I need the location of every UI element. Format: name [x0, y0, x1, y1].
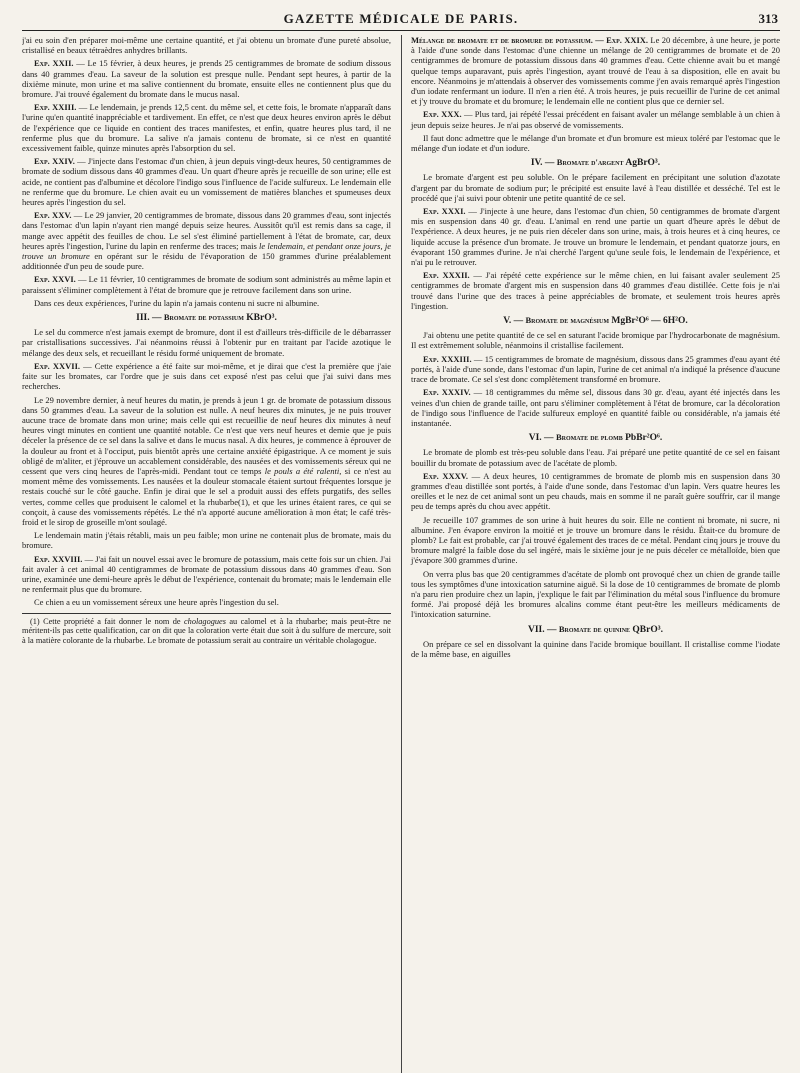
experiment-25	[22, 210, 391, 271]
emphasis-text: le pouls a été ralenti	[264, 465, 340, 476]
section-number: V. —	[503, 316, 526, 327]
experiment-text: — 15 centigrammes de bromate de magnésium, dissous dans 25 grammes d'eau ayant été portés, à l'aide d'une sonde, dans l'estomac d'un lapin, l'urine de cet animal n'a indiqué la présence d'aucune trace de bromate. Ce sel s'est donc complètement transformé en bromure.	[411, 353, 780, 385]
footnote-part: (1) Cette propriété a fait donner le nom de	[30, 616, 184, 626]
paragraph-potassium: Le sel du commerce n'est jamais exempt de bromure, dont il est d'ailleurs très-difficile de le débarrasser par cristallisations successives. J'ai néanmoins réussi à l'obtenir pur en traitant par l'acide azotique le mélange des deux sels, et recueillant le résidu formé uniquement de bromate.	[22, 327, 391, 358]
paragraph-magnesium: J'ai obtenu une petite quantité de ce sel en saturant l'acide bromique par l'hydrocarbonate de magnésium. Il est extrêmement soluble, néanmoins il cristallise facilement.	[411, 330, 780, 351]
footnote-part: au calomel et à la rhubarbe; mais peut-être ne méritent-ils pas cette qualification, car on dit que la coloration verte était due soit à du sulfure de mercure, soit à la matière colorante de la rhubarbe. Le bromate de potassium serait au contraire un véritable cholagogue.	[22, 616, 391, 646]
experiment-text: — A deux heures, 10 centigrammes de bromate de plomb mis en suspension dans 30 grammes d'eau distillée sont portés, à l'aide d'une sonde, dans l'estomac d'un lapin. Vers quatre heures les oreilles et le nez de cet animal sont un peu chauds, mais en somme il ne paraît guère souffrir, car il mange peu de temps après du chou avec appétit.	[411, 470, 780, 512]
chemical-formula: QBrO³.	[630, 624, 663, 635]
emphasis-text: le lendemain, et pendant onze jours, je trouve un bromure	[22, 240, 391, 262]
experiment-text: — Le 29 janvier, 20 centigrammes de bromate, dissous dans 20 grammes d'eau, sont injectés dans l'estomac d'un lapin n'ayant rien mangé depuis seize heures. Aussitôt qu'il est remis dans sa cage, il mange avec appétit des feuilles de chou. Le sel s'est éliminé partiellement à l'état de bromate, car, deux heures après l'ingestion, l'urine du lapin en renferme des traces; mais	[22, 210, 391, 251]
experiment-label: Exp. XXXV.	[423, 470, 468, 481]
experiment-label: Exp. XXXII.	[423, 270, 470, 281]
experiment-27	[22, 361, 391, 392]
experiment-33	[411, 354, 780, 385]
section-number: VII. —	[528, 624, 559, 635]
paragraph-recueille: Je recueille 107 grammes de son urine à huit heures du soir. Elle ne contient ni bromate, ni sucre, ni albumine. J'en évapore environ la moitié et je trouve un bromure dans le résidu. Était-ce du bromure de plomb? Le fait est probable, car j'ai trouvé également des traces de ce métal. Pendant cinq jours je trouve du bromure malgré la faible dose du sel ingéré, mais le sixième jour je ne puis déceler ce métalloïde, bien que j'évapore 300 grammes d'urine.	[411, 514, 780, 566]
experiment-text: — J'injecte à une heure, dans l'estomac d'un chien, 50 centigrammes de bromate d'argent mis en suspension dans 40 gr. d'eau. L'animal en rend une partie un quart d'heure après le début de l'expérience. A deux heures, je ne puis rien déceler dans son urine, mais, à trois heures et à cinq heures, ce liquide accuse la présence d'un bromate. Je trouve un bromure le lendemain, et pendant quatorze jours, en évaporant 150 grammes d'urine. Je n'ai cherché l'argent qu'une seule fois, le lendemain de l'expérience, et n'ai pu le retrouver.	[411, 206, 780, 268]
footnote	[22, 613, 391, 646]
experiment-label: Mélange de bromate et de bromure de potassium. — Exp. XXIX.	[411, 35, 649, 45]
experiment-35	[411, 471, 780, 512]
experiment-text: — Cette expérience a été faite sur moi-même, et je dirai que c'est la première que j'aie faite sur les bromates, car l'ordre que je suis dans cet exposé n'est pas celui que j'ai suivi dans mes recherches.	[22, 360, 391, 392]
section-heading-plomb	[411, 432, 780, 443]
experiment-label: Exp. XXV.	[34, 210, 72, 221]
experiment-text: — Plus tard, jai répété l'essai précédent en faisant avaler un mélange semblable à un chien à jeun depuis seize heures. Je n'ai pas observé de vomissements.	[411, 109, 780, 130]
chemical-formula: MgBr²O⁶ — 6H²O.	[609, 316, 688, 327]
paragraph-chien: Ce chien a eu un vomissement séreux une heure après l'ingestion du sel.	[34, 597, 279, 608]
text-columns	[22, 35, 780, 1073]
paragraph-argent: Le bromate d'argent est peu soluble. On le prépare facilement en précipitant une solution d'azotate d'argent par du bromate de sodium pur; le précipité est ensuite lavé à l'eau distillée et desséché. Tel est le procédé que j'ai suivi pour obtenir une petite quantité de ce sel.	[411, 172, 780, 203]
experiment-text: — Le lendemain, je prends 12,5 cent. du même sel, et cette fois, le bromate n'apparaît dans l'urine qu'en quantité inappréciable et tardivement. En effet, ce n'est que deux heures environ après le début de l'expérience que ce liquide en contient des traces manifestes, et enfin, quatre heures plus tard, il ne renferme plus que du bromure. La salive n'a jamais contenu de bromate, si ce n'est en quantité excessivement faible, quinze minutes après l'absorption du sel.	[22, 102, 391, 154]
section-heading-quinine	[411, 624, 780, 635]
experiment-text: , si ce n'est au moment même des vomissements. Les nausées et la douleur stomacale étaient surtout fréquentes lorsque je restais couché sur le côté gauche. Enfin je dirai que le sel a produit aussi des effets purgatifs, des selles vertes, comme celles que produisent le calomel et la rhubarbe(1), et que les urines étaient rares, ce qui se conçoit, à cause des vomissements répétés. Le thé n'a apporté aucune amélioration à mon état; le café très-froid et le sirop de groseille m'ont soulagé.	[22, 465, 391, 527]
experiment-28	[22, 554, 391, 595]
section-heading-magnesium	[411, 315, 780, 326]
experiment-text: en opérant sur le résidu de l'évaporation de 150 grammes d'urine préalablement additionnée d'un peu de soude pure.	[22, 251, 391, 272]
experiment-30	[411, 109, 780, 129]
section-name: Bromate de quinine	[558, 623, 631, 634]
journal-title: GAZETTE MÉDICALE DE PARIS.	[283, 11, 519, 26]
experiment-23	[22, 102, 391, 153]
section-number: VI. —	[528, 433, 556, 444]
chemical-formula: PbBr²O⁶.	[622, 433, 663, 444]
experiment-22	[22, 58, 391, 99]
experiment-label: Exp. XXIV.	[34, 156, 75, 167]
experiment-31	[411, 206, 780, 267]
emphasis-text: cholagogues	[184, 616, 226, 626]
experiment-label: Exp. XXXIII.	[423, 353, 472, 364]
footnote-text	[22, 617, 391, 646]
experiment-label: Exp. XXVII.	[34, 360, 81, 371]
paragraph-verra: On verra plus bas que 20 centigrammes d'acétate de plomb ont provoqué chez un chien de grande taille tous les symptômes d'une intoxication saturnine aiguë. Si la dose de 10 centigrammes de bromate de plomb n'a paru rien produire chez un lapin, j'explique le fait par l'élimination du métal sous l'influence du bromure formé. J'ai proposé déjà les bromures alcalins comme étant peut-être les meilleurs médicaments de l'intoxication saturnine.	[411, 568, 780, 620]
experiment-text: — J'ai fait un nouvel essai avec le bromure de potassium, mais cette fois sur un chien. J'ai fait avaler à cet animal 40 centigrammes de bromate de potassium dissous dans 40 grammes d'eau. Son urine, examinée une demi-heure après le début de l'expérience, contenait du bromate; mais le lendemain elle ne renfermait plus que du bromure.	[22, 553, 391, 595]
left-column	[22, 35, 391, 1073]
experiment-text: — J'injecte dans l'estomac d'un chien, à jeun depuis vingt-deux heures, 50 centigrammes de bromate de sodium dissous dans 40 grammes d'eau. Un quart d'heure après je recueille de son urine; elle est acide, ne contient pas d'albumine et décolore l'indigo sous l'influence de l'acide sulfureux. Le lendemain elle ne renferme que du bromure. Le chien avait eu un vomissement de matières blanches et spumeuses deux heures après l'ingestion du sel.	[22, 156, 391, 208]
experiment-24	[22, 156, 391, 207]
paragraph-plomb: Le bromate de plomb est très-peu soluble dans l'eau. J'ai préparé une petite quantité de ce sel en faisant bouillir du bromate de potassium avec de l'acétate de plomb.	[411, 447, 780, 468]
experiment-27-end: Le lendemain matin j'étais rétabli, mais un peu faible; mon urine ne contenait plus de bromate, mais du bromure.	[22, 530, 391, 551]
experiment-text: — J'ai répété cette expérience sur le même chien, en lui faisant avaler seulement 25 centigrammes de bromate d'argent mis en suspension dans 40 grammes d'eau distillée. Cette fois je n'ai trouvé dans l'urine que des traces à peine appréciables de bromate, et seulement trois heures après l'ingestion.	[411, 270, 780, 311]
experiment-text: — Le 11 février, 10 centigrammes de bromate de sodium sont administrés au même lapin et paraissent s'éliminer complètement à l'état de bromure que je retrouve facilement dans son urine.	[22, 274, 391, 295]
page-header	[22, 12, 780, 31]
experiment-text: Le 29 novembre dernier, à neuf heures du matin, je prends à jeun 1 gr. de bromate de potassium dissous dans 50 grammes d'eau. La saveur de la solution est nulle. A neuf heures dix minutes, je ne puis trouver aucune trace de bromate dans mon urine; mais celle qui est recueillie de neuf heures dix minutes à neuf heures vingt minutes en contient une quantité notable. Ce n'est que vers neuf heures et demie que je puis déceler la présence de ce sel dans la salive et dans le mucus nasal. A dix heures, je commence à éprouver de la douleur au front et à l'occiput, puis bientôt après une certaine anxiété épigastrique. A ce moment je suis obligé de m'aliter, et j'éprouve un accablement considérable, des nausées et des vomissements séreux qui ne cessent que vers cinq heures de l'après-midi. Pendant tout ce temps	[22, 394, 391, 476]
experiment-29	[411, 35, 780, 106]
chemical-formula: AgBrO³.	[623, 158, 661, 169]
experiment-text: — 18 centigrammes du même sel, dissous dans 30 gr. d'eau, ayant été injectés dans les veines d'un chien de grande taille, ont paru s'éliminer complètement à l'état de bromure, car la décoloration de l'indigo sous l'influence de l'acide sulfureux employé en quantité faible ou considérable, n'a jamais été instantanée.	[411, 387, 780, 428]
experiment-label: Exp. XXII.	[34, 58, 74, 69]
paragraph-conclusion: Dans ces deux expériences, l'urine du lapin n'a jamais contenu ni sucre ni albumine.	[34, 297, 320, 308]
section-name: Bromate de magnésium	[525, 315, 609, 326]
experiment-27-continued	[22, 395, 391, 528]
section-name: Bromate d'argent	[556, 157, 624, 168]
section-number: IV. —	[530, 158, 557, 169]
experiment-label: Exp. XXXIV.	[423, 387, 471, 398]
section-number: III. —	[136, 313, 164, 324]
experiment-32	[411, 270, 780, 311]
paragraph-admettre: Il faut donc admettre que le mélange d'un bromate et d'un bromure est mieux toléré par l'estomac que le mélange d'un iodate et d'un iodure.	[411, 132, 780, 154]
section-name: Bromate de potassium	[163, 312, 244, 323]
experiment-label: Exp. XXXI.	[423, 206, 466, 217]
experiment-text: Le 20 décembre, à une heure, je porte à l'aide d'une sonde dans l'estomac d'une chienne un mélange de 20 centigrammes de bromate et de 20 centigrammes de bromure de potassium dissous dans 40 grammes d'eau. Cette chienne avait bu et mangé quelque temps auparavant, puis après l'ingestion, ayant trouvé de l'eau à sa disposition, elle en avait bu encore. Néanmoins je m'attendais à observer des vomissements comme j'en avais remarqué après l'ingestion d'un iodate renfermant un iodure. Il n'en a rien été. A trois heures, je puis recueillir de l'urine de cet animal et j'y trouve du bromate et du bromure; le lendemain elle ne contient plus que ce dernier sel.	[411, 35, 780, 107]
experiment-label: Exp. XXVIII.	[34, 553, 83, 564]
paragraph-intro: j'ai eu soin d'en préparer moi-même une certaine quantité, et j'ai obtenu un bromate d'une pureté absolue, cristallisé en beaux tétraèdres anhydres brillants.	[22, 35, 391, 56]
experiment-label: Exp. XXIII.	[34, 102, 77, 113]
page-number: 313	[758, 11, 778, 26]
paragraph-quinine: On prépare ce sel en dissolvant la quinine dans l'acide bromique bouillant. Il cristallise comme l'iodate de la même base, en aiguilles	[411, 638, 780, 659]
experiment-34	[411, 387, 780, 428]
experiment-label: Exp. XXVI.	[34, 274, 76, 285]
section-name: Bromate de plomb	[555, 432, 623, 443]
right-column	[401, 35, 780, 1073]
chemical-formula: KBrO³.	[243, 313, 277, 324]
section-heading-argent	[411, 157, 780, 168]
experiment-text: — Le 15 février, à deux heures, je prends 25 centigrammes de bromate de sodium dissous dans 40 grammes d'eau. La saveur de la solution est presque nulle. Pendant sept heures, à partir de la dixième minute, mon urine et ma salive contiennent du bromate, ensuite elles ne contiennent plus que du bromure. J'ai trouvé également du bromate dans le mucus nasal.	[22, 58, 391, 100]
experiment-26	[22, 274, 391, 294]
experiment-label: Exp. XXX.	[423, 109, 462, 120]
section-heading-potassium	[22, 312, 391, 323]
